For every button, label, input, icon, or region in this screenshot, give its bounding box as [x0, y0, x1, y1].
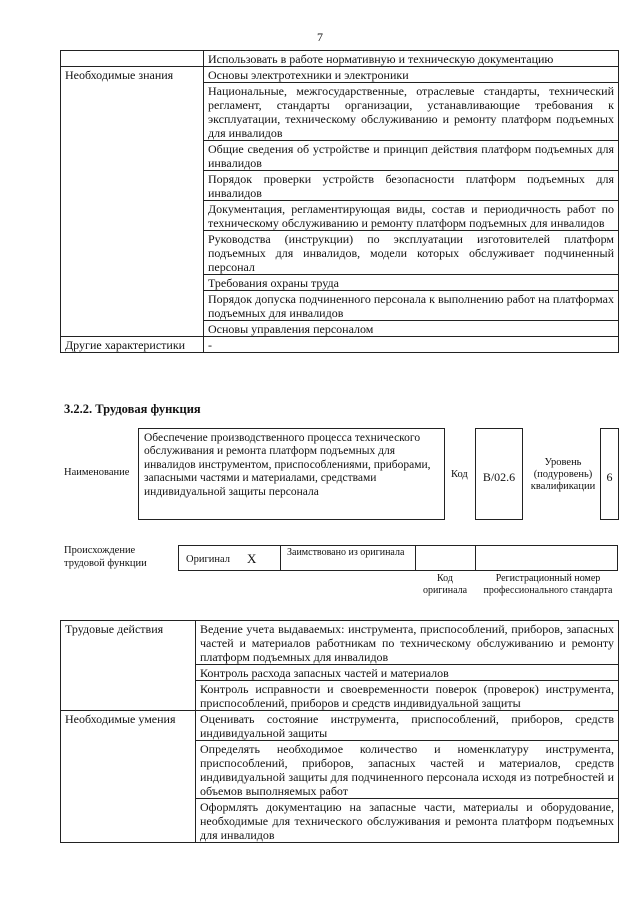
- origin-row: [178, 545, 618, 571]
- divider: [280, 546, 281, 570]
- other-characteristics-label: Другие характеристики: [61, 337, 204, 353]
- required-skills-label: Необходимые умения: [61, 711, 196, 843]
- skill-item: Оформлять документацию на запасные части, материалы и оборудование, необходимые для технического обслуживания и ремонта платформ подъемных для инвалидов: [196, 799, 619, 843]
- knowledge-item: Основы электротехники и электроники: [204, 67, 619, 83]
- skill-item: Определять необходимое количество и номенклатуру инструмента, приспособлений, приборов, запасных частей и материалов, средств индивидуальной защиты для подчиненного персонала исходя из потребностей и объемов выполняемых работ: [196, 741, 619, 799]
- origin-label: Происхождение трудовой функции: [64, 545, 147, 569]
- knowledge-item: Документация, регламентирующая виды, состав и периодичность работ по техническому обслуживанию и ремонту платформ подъемных для инвалидов: [204, 201, 619, 231]
- other-characteristics-value: -: [204, 337, 619, 353]
- labor-action-item: Контроль расхода запасных частей и материалов: [196, 665, 619, 681]
- table-row: [61, 621, 619, 665]
- borrowed-label: Заимствовано из оригинала: [287, 547, 405, 558]
- actions-skills-table: [60, 620, 619, 843]
- original-label: Оригинал: [186, 554, 230, 565]
- registration-number-caption: Регистрационный номер профессионального стандарта: [483, 573, 613, 596]
- knowledge-item: Общие сведения об устройстве и принцип действия платформ подъемных для инвалидов: [204, 141, 619, 171]
- knowledge-item: Национальные, межгосударственные, отраслевые стандарты, технический регламент, стандарты организации, устанавливающие требования к эксплуатации, техническому обслуживанию и ремонту платформ подъемных для инвалидов: [204, 83, 619, 141]
- qualification-level-label: Уровень (подуровень) квалификации: [530, 457, 596, 492]
- original-mark: X: [247, 551, 257, 566]
- knowledge-item: Основы управления персоналом: [204, 321, 619, 337]
- original-code-caption: Код оригинала: [422, 573, 468, 596]
- empty-label-cell: [61, 51, 204, 67]
- knowledge-item: Порядок допуска подчиненного персонала к выполнению работ на платформах подъемных для инвалидов: [204, 291, 619, 321]
- section-title: 3.2.2. Трудовая функция: [64, 402, 201, 416]
- labor-actions-label: Трудовые действия: [61, 621, 196, 711]
- knowledge-label: Необходимые знания: [61, 67, 204, 337]
- divider: [475, 546, 476, 570]
- code-label: Код: [451, 469, 468, 480]
- page-number: 7: [317, 30, 323, 44]
- knowledge-table: [60, 50, 619, 353]
- table-row: [61, 711, 619, 741]
- qualification-level-box: 6: [600, 428, 619, 520]
- function-name-box: Обеспечение производственного процесса технического обслуживания и ремонта платформ подъемных для инвалидов инструментом, приспособлениями, приборами, запасными частями и материалами, средствами индивидуальной защиты персонала: [138, 428, 445, 520]
- code-value-box: B/02.6: [475, 428, 523, 520]
- labor-action-item: Контроль исправности и своевременности поверок (проверок) инструмента, приспособлений, приборов и средств индивидуальной защиты: [196, 681, 619, 711]
- table-cell: Использовать в работе нормативную и техническую документацию: [204, 51, 619, 67]
- labor-action-item: Ведение учета выдаваемых: инструмента, приспособлений, приборов, запасных частей и материалов работникам по техническому обслуживанию и ремонту платформ подъемных для инвалидов: [196, 621, 619, 665]
- divider: [415, 546, 416, 570]
- knowledge-item: Требования охраны труда: [204, 275, 619, 291]
- knowledge-item: Руководства (инструкции) по эксплуатации изготовителей платформ подъемных для инвалидов, модели которых обслуживает подчиненный персонал: [204, 231, 619, 275]
- name-label: Наименование: [64, 467, 130, 478]
- table-row: [61, 337, 619, 353]
- table-row: [61, 67, 619, 83]
- skill-item: Оценивать состояние инструмента, приспособлений, приборов, средств индивидуальной защиты: [196, 711, 619, 741]
- knowledge-item: Порядок проверки устройств безопасности платформ подъемных для инвалидов: [204, 171, 619, 201]
- table-row: [61, 51, 619, 67]
